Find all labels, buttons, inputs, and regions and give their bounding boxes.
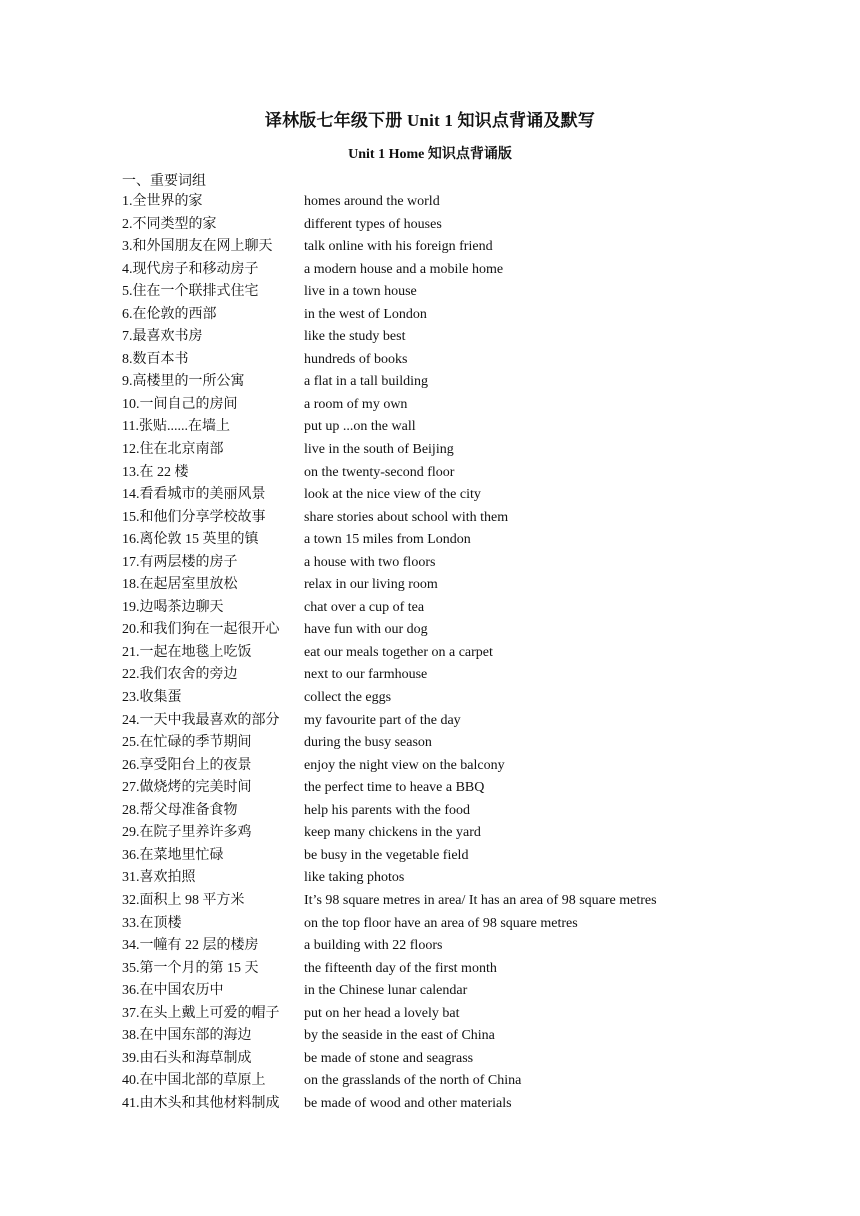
phrase-english: by the seaside in the east of China	[304, 1028, 495, 1044]
phrase-row	[122, 664, 742, 687]
phrase-row	[122, 1003, 742, 1026]
phrase-row	[122, 777, 742, 800]
page-title: 译林版七年级下册 Unit 1 知识点背诵及默写	[264, 111, 596, 130]
phrase-chinese: 11.张贴......在墙上	[122, 419, 230, 435]
phrase-chinese: 18.在起居室里放松	[122, 577, 238, 593]
phrase-english: hundreds of books	[304, 351, 408, 367]
phrase-english: be made of stone and seagrass	[304, 1050, 474, 1066]
phrase-chinese: 13.在 22 楼	[122, 464, 189, 480]
phrase-chinese: 39.由石头和海草制成	[122, 1050, 252, 1066]
phrase-english: enjoy the night view on the balcony	[304, 757, 505, 773]
phrase-chinese: 7.最喜欢书房	[122, 329, 203, 345]
phrase-chinese: 20.和我们狗在一起很开心	[122, 622, 280, 638]
phrase-row	[122, 642, 742, 665]
phrase-english: next to our farmhouse	[304, 667, 428, 683]
phrase-english: share stories about school with them	[304, 509, 509, 525]
phrase-chinese: 31.喜欢拍照	[122, 870, 196, 886]
phrase-row	[122, 259, 742, 282]
phrase-chinese: 8.数百本书	[122, 351, 189, 367]
phrase-english: live in a town house	[304, 284, 417, 300]
phrase-chinese: 5.住在一个联排式住宅	[122, 284, 259, 300]
phrase-chinese: 4.现代房子和移动房子	[122, 261, 259, 277]
phrase-english: eat our meals together on a carpet	[304, 644, 493, 660]
phrase-english: collect the eggs	[304, 690, 392, 706]
phrase-row	[122, 416, 742, 439]
phrase-chinese: 36.在中国农历中	[122, 983, 224, 999]
phrase-english: on the grasslands of the north of China	[304, 1073, 522, 1089]
phrase-chinese: 1.全世界的家	[122, 194, 203, 209]
phrase-row	[122, 732, 742, 755]
phrase-chinese: 37.在头上戴上可爱的帽子	[122, 1005, 280, 1021]
phrase-chinese: 14.看看城市的美丽风景	[122, 487, 266, 503]
phrase-chinese: 35.第一个月的第 15 天	[122, 960, 259, 976]
phrase-chinese: 40.在中国北部的草原上	[122, 1073, 266, 1089]
phrase-chinese: 17.有两层楼的房子	[122, 554, 238, 570]
phrase-chinese: 22.我们农舍的旁边	[122, 667, 238, 683]
phrase-chinese: 21.一起在地毯上吃饭	[122, 644, 252, 660]
phrase-chinese: 25.在忙碌的季节期间	[122, 735, 252, 751]
phrase-english: like the study best	[304, 329, 406, 345]
phrase-chinese: 32.面积上 98 平方米	[122, 892, 245, 908]
phrase-chinese: 10.一间自己的房间	[122, 396, 238, 412]
phrase-chinese: 33.在顶楼	[122, 915, 182, 931]
phrase-chinese: 3.和外国朋友在网上聊天	[122, 239, 273, 255]
page-subtitle: Unit 1 Home 知识点背诵版	[348, 147, 512, 162]
phrase-row	[122, 371, 742, 394]
phrase-row	[122, 1025, 742, 1048]
phrase-chinese: 28.帮父母准备食物	[122, 802, 238, 818]
phrase-chinese: 6.在伦敦的西部	[122, 306, 217, 322]
phrase-english: homes around the world	[304, 194, 440, 209]
phrase-english: in the Chinese lunar calendar	[304, 983, 468, 999]
phrase-row	[122, 462, 742, 485]
phrase-english: the fifteenth day of the first month	[304, 960, 497, 976]
phrase-english: on the twenty-second floor	[304, 464, 455, 480]
phrase-row	[122, 214, 742, 237]
section-heading: 一、重要词组	[122, 174, 206, 189]
phrase-english: during the busy season	[304, 735, 432, 751]
phrase-english: look at the nice view of the city	[304, 487, 481, 503]
phrase-chinese: 16.离伦敦 15 英里的镇	[122, 532, 259, 548]
phrase-row	[122, 958, 742, 981]
phrase-english: a flat in a tall building	[304, 374, 429, 390]
phrase-chinese: 15.和他们分享学校故事	[122, 509, 266, 525]
phrase-chinese: 36.在菜地里忙碌	[122, 847, 224, 863]
phrase-english: have fun with our dog	[304, 622, 428, 638]
phrase-row	[122, 755, 742, 778]
phrase-row	[122, 236, 742, 259]
phrase-english: a town 15 miles from London	[304, 532, 471, 548]
phrase-english: my favourite part of the day	[304, 712, 461, 728]
phrase-english: different types of houses	[304, 216, 442, 232]
phrase-chinese: 23.收集蛋	[122, 690, 182, 706]
phrase-row	[122, 349, 742, 372]
phrase-row	[122, 935, 742, 958]
phrase-list	[122, 191, 742, 1115]
phrase-row	[122, 394, 742, 417]
phrase-row	[122, 867, 742, 890]
phrase-row	[122, 1070, 742, 1093]
phrase-english: the perfect time to heave a BBQ	[304, 780, 485, 796]
phrase-row	[122, 1048, 742, 1071]
phrase-chinese: 41.由木头和其他材料制成	[122, 1095, 280, 1111]
phrase-english: on the top floor have an area of 98 square metres	[304, 915, 578, 931]
phrase-row	[122, 845, 742, 868]
phrase-row	[122, 439, 742, 462]
phrase-row	[122, 619, 742, 642]
phrase-row	[122, 529, 742, 552]
phrase-chinese: 26.享受阳台上的夜景	[122, 757, 252, 773]
phrase-row	[122, 304, 742, 327]
phrase-english: a house with two floors	[304, 554, 436, 570]
phrase-row	[122, 822, 742, 845]
phrase-row	[122, 1093, 742, 1116]
phrase-english: talk online with his foreign friend	[304, 239, 493, 255]
phrase-row	[122, 980, 742, 1003]
phrase-row	[122, 913, 742, 936]
phrase-english: relax in our living room	[304, 577, 438, 593]
phrase-english: It’s 98 square metres in area/ It has an area of 98 square metres	[304, 892, 657, 908]
phrase-row	[122, 507, 742, 530]
phrase-english: chat over a cup of tea	[304, 599, 425, 615]
phrase-chinese: 34.一幢有 22 层的楼房	[122, 938, 259, 954]
phrase-english: keep many chickens in the yard	[304, 825, 481, 841]
phrase-row	[122, 890, 742, 913]
phrase-english: a room of my own	[304, 396, 408, 412]
phrase-english: a building with 22 floors	[304, 938, 443, 954]
phrase-chinese: 19.边喝茶边聊天	[122, 599, 224, 615]
phrase-english: put on her head a lovely bat	[304, 1005, 460, 1021]
phrase-row	[122, 552, 742, 575]
phrase-row	[122, 191, 742, 214]
phrase-chinese: 12.住在北京南部	[122, 442, 224, 458]
phrase-english: a modern house and a mobile home	[304, 261, 504, 277]
phrase-english: be busy in the vegetable field	[304, 847, 469, 863]
phrase-row	[122, 281, 742, 304]
phrase-chinese: 38.在中国东部的海边	[122, 1028, 252, 1044]
phrase-english: like taking photos	[304, 870, 405, 886]
phrase-english: put up ...on the wall	[304, 419, 416, 435]
phrase-english: help his parents with the food	[304, 802, 471, 818]
phrase-english: in the west of London	[304, 306, 427, 322]
phrase-row	[122, 484, 742, 507]
phrase-english: live in the south of Beijing	[304, 442, 454, 458]
phrase-row	[122, 574, 742, 597]
phrase-row	[122, 597, 742, 620]
phrase-chinese: 24.一天中我最喜欢的部分	[122, 712, 280, 728]
phrase-chinese: 29.在院子里养许多鸡	[122, 825, 252, 841]
phrase-row	[122, 800, 742, 823]
phrase-row	[122, 326, 742, 349]
phrase-chinese: 2.不同类型的家	[122, 216, 217, 232]
phrase-chinese: 27.做烧烤的完美时间	[122, 780, 252, 796]
phrase-english: be made of wood and other materials	[304, 1095, 512, 1111]
phrase-chinese: 9.高楼里的一所公寓	[122, 374, 245, 390]
phrase-row	[122, 687, 742, 710]
phrase-row	[122, 710, 742, 733]
